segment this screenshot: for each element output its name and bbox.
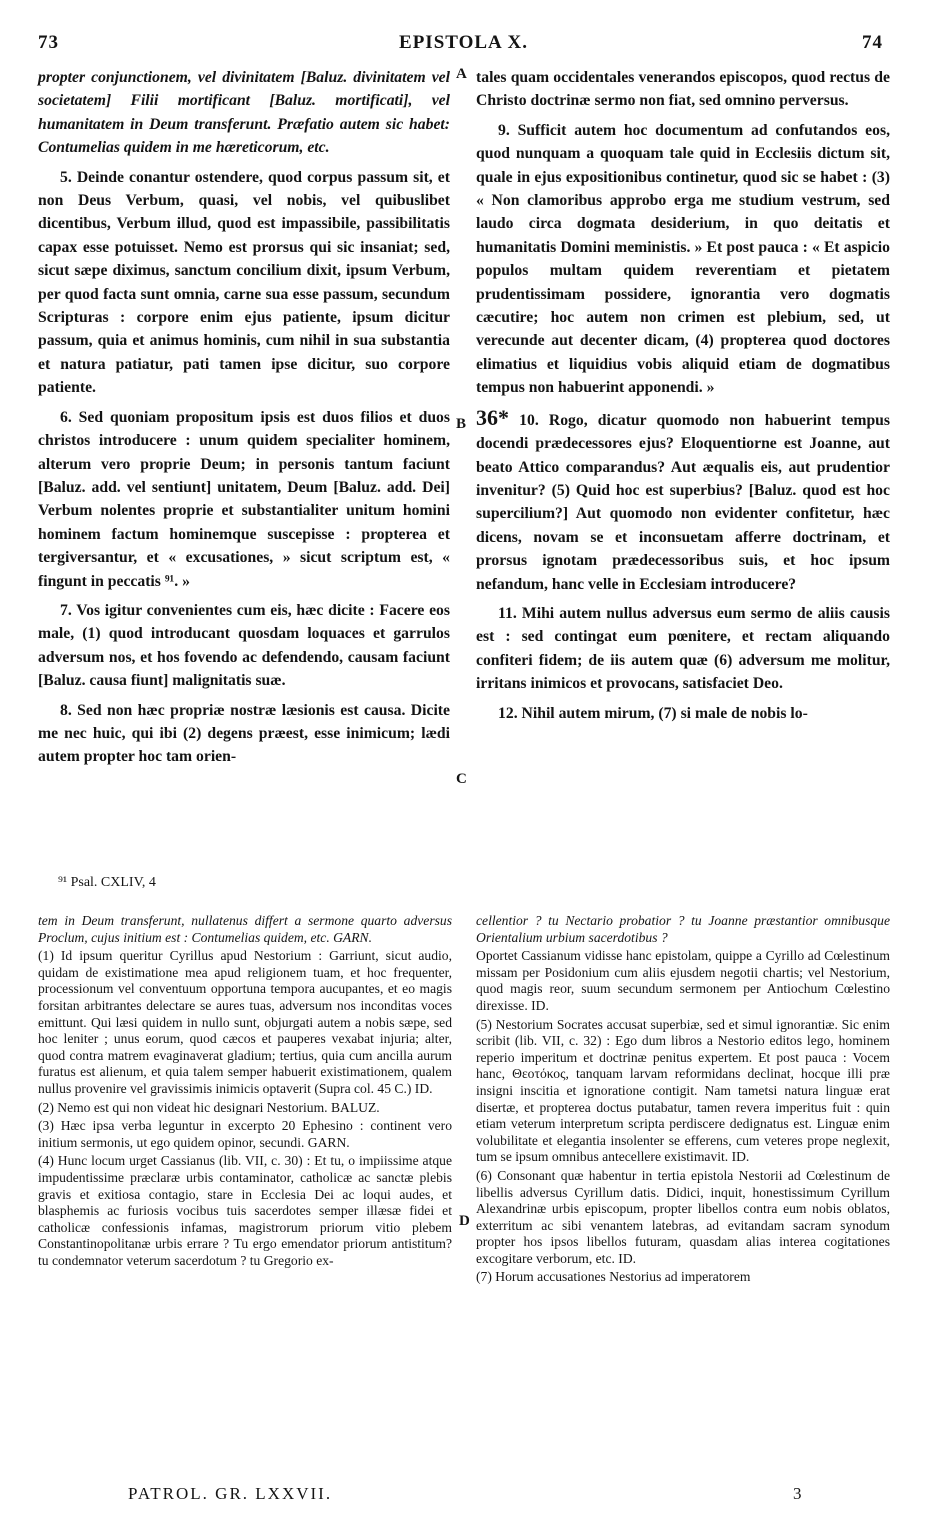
- column-number-marker: 36*: [476, 404, 509, 430]
- margin-letter-d: D: [459, 1213, 470, 1229]
- page-number-right: 74: [862, 32, 883, 53]
- footnote-6: (6) Consonant quæ habentur in tertia epistola Nestorii ad Cœlestinum de libellis adversus Cyrillum datis. Didici, inquit, honestissimum Cyrillum Alexandrinæ urbis episcopum, propter libellos contra eum nobis oblatos, exterritum ac sibi venantem latebras, ad evitandam sacram synodum propter hos ipsos libellos futuram, quasdam alias interea cogitationes excogitare verborum, etc. ID.: [476, 1167, 890, 1266]
- paragraph-7: 7. Vos igitur convenientes cum eis, hæc dicite : Facere eos male, (1) quod introducant quosdam loquaces et garrulos adversum nos, et hos fovendo ac defendendo, causam faciunt [Baluz. causa fiunt] malignitatis suæ.: [38, 601, 450, 690]
- footnote-4-continuation: cellentior ? tu Nectario probatior ? tu Joanne præstantior omnibusque Orientalium urbium sacerdotibus ?: [476, 913, 890, 945]
- paragraph-8: 8. Sed non hæc propriæ nostræ læsionis est causa. Dicite me nec huic, qui ibi (2) degens præest, esse inimicum; lædi autem propter hoc tam orien-: [38, 701, 450, 766]
- margin-letter-a: A: [456, 66, 467, 82]
- paragraph-9: 9. Sufficit autem hoc documentum ad confutandos eos, quod nunquam a quoquam tale quid in Ecclesiis dictum sit, quale in ejus expositionibus continetur, quod sic se habet : (3) « Non clamoribus approbo erga me studium vestrum, sed laudo circa dogmata desiderium, in quo deitatis et humanitatis Domini meministis. » Et post pauca : « Et aspicio populos multam quidem reverentiam et pietatem prudentissimam possidere, ignorantia vero dogmatis cæcutire; hoc autem non crimen est plebium, sed, ut verecunde aut decenter dicam, (4) propterea quod doctores elimatius et liquidius vobis aliquid etiam de dogmatibus tempus non habuerint apponendi. »: [476, 121, 890, 397]
- gathering-number: 3: [793, 1484, 804, 1503]
- left-main-column: [38, 66, 450, 769]
- paragraph-5: 5. Deinde conantur ostendere, quod corpus passum sit, et non Deus Verbum, quasi, vel nobis, vel quibuslibet dicentibus, Verbum illud, quod est impassibile, passibilitatis capax esse potuisset. Nemo est prorsus qui sic insaniat; sed, sicut sæpe diximus, sanctum concilium dixit, ipsum Verbum, per quod facta sunt omnia, carne sua esse passum, secundum Scripturas : corpore enim ejus patiente, ipsum dicitur passum, quia et animus hominis, cum nihil in sua substantia et natura patiatur, pati tamen ipse dicitur, suo corpore patiente.: [38, 168, 450, 397]
- page-number-left: 73: [38, 32, 59, 53]
- margin-letter-c: C: [456, 771, 467, 787]
- scripture-reference: ⁹¹ Psal. CXLIV, 4: [58, 875, 156, 890]
- footnote-7: (7) Horum accusationes Nestorius ad imperatorem: [476, 1269, 751, 1285]
- footnote-continuation: tem in Deum transferunt, nullatenus differt a sermone quarto adversus Proclum, cujus initium est : Contumelias quidem, etc. GARN.: [38, 913, 452, 945]
- margin-letter-b: B: [456, 416, 467, 432]
- right-main-column: [476, 66, 890, 725]
- paragraph-11: 11. Mihi autem nullus adversus eum sermo de aliis causis est : sed contingat eum pœnitere, et rectam aliquando confiteri fidem; de iis autem quæ (6) adversum me molitur, irritans inimicos et provocans, satisfaciet Deo.: [476, 604, 890, 693]
- paragraph-8-end: tales quam occidentales venerandos episcopos, quod rectus de Christo doctrinæ sermo non fiat, sed omnino perversus.: [476, 69, 890, 110]
- footnote-3: (3) Hæc ipsa verba leguntur in excerpto 20 Ephesino : continent vero initium sermonis, ut ego quidem opinor, secundi. GARN.: [38, 1118, 452, 1150]
- footnote-5: (5) Nestorium Socrates accusat superbiæ, sed et simul ignorantiæ. Sic enim scribit (lib. VII, c. 32) : Ego dum libros a Nestorio editos lego, hominem reperio imperitum et doctrinæ penitus expertem. Et post pauca : Vocem hanc, Θεοτόκος, tanquam larvam reformidans declinat, hocque illi præ insigni inscitia et ignoratione contigit. Nam tametsi natura linguæ erat disertæ, et propterea doctus putabatur, tamen revera imperitus fuit : quin etiam veterum interpretum scripta perdiscere dedignatus est. Linguæ enim volubilitate et elegantia insolenter se efferens, cum veteres prope neglexit, tum se ipsum omnibus antecellere existimavit. ID.: [476, 1016, 890, 1165]
- footnotes-right-column: [476, 913, 890, 1286]
- page-title: EPISTOLA X.: [399, 32, 528, 53]
- paragraph-10: [476, 406, 890, 596]
- footnote-1: (1) Id ipsum queritur Cyrillus apud Nestorium : Garriunt, sicut audio, quidam de existimatione mea apud religionem tuam, et hoc frequenter, processionum vel conventuum opportuna tempora aucupantes, et eo magis forsitan arbitrantes delectare se aures tuas, adversum nos inconditas voces emittunt. Qui læsi quidem in nullo sunt, objurgati autem a nobis sæpe, sed hoc leniter ; unus eorum, quod cæcos et pauperes vexabat injuria; alter, quod contra matrem evaginaverat gladium; tertius, quia cum ancilla aurum furatus est alienum, et quia talem semper habuerit existimationem, qualem nullus provenire vel gravissimis inimicis optaverit (Supra col. 45 C.) ID.: [38, 948, 452, 1096]
- paragraph-6: 6. Sed quoniam propositum ipsis est duos filios et duos christos introducere : unum quidem specialiter hominem, alterum vero proprie Deum; in personis tantum faciunt [Baluz. add. vel sentiunt] unitatem, Deum [Baluz. add. Dei] Verbum nolentes proprie et substantialiter unitum homini hominem factum hominemque suscepisse : propterea et tergiversantur, et « excusationes, » sicut scriptum est, « fingunt in peccatis ⁹¹. »: [38, 408, 450, 590]
- footnote-2: (2) Nemo est qui non videat hic designari Nestorium. BALUZ.: [38, 1099, 380, 1115]
- paragraph-4-end: propter conjunctionem, vel divinitatem [Baluz. divinitatem vel societatem] Filii mortificant [Baluz. mortificati], vel humanitatem in Deum transferunt. Præfatio autem sic habet: Contumelias quidem in me hæreticorum, etc.: [38, 69, 450, 157]
- footnote-4: (4) Hunc locum urget Cassianus (lib. VII, c. 30) : Et tu, o impiissime atque impudentissime præclaræ urbis contaminator, catholicæ ac sanctæ plebis gravis et exitiosa contagio, stare in Ecclesia Dei ac loqui audes, et blasphemis ac furiosis vocibus tuis sacerdotes semper illæsæ fidei et catholicæ confessionis infamas, magistrorum priorum vitio plebem Constantinopolitanæ urbis errare ? Tu ergo emendator priorum antistitum? tu condemnator veterum sacerdotum ? tu Gregorio ex-: [38, 1153, 452, 1268]
- footnote-4-comment: Oportet Cassianum vidisse hanc epistolam, quippe a Cyrillo ad Cœlestinum missam per Posidonium cum aliis ejusdem negotii chartis; vel Nestorium, quod magis reor, suum secundum sermonem per Antiochum Cœlestino direxisse. ID.: [476, 948, 890, 1013]
- series-signature: PATROL. GR. LXXVII.: [128, 1484, 333, 1503]
- paragraph-12: 12. Nihil autem mirum, (7) si male de nobis lo-: [498, 704, 808, 722]
- paragraph-10-text: 10. Rogo, dicatur quomodo non habuerint tempus docendi prædecessores ejus? Eloquentiorne est Joanne, aut beato Attico comparandus? Aut æqualis eis, aut prudentior invenitur? (5) Quid hoc est superbius? [Baluz. quod est hoc supercilium?] Aut quomodo non evidenter confitetur, hæc dicens, novam se et inconsuetam afferre doctrinam, et prorsus ignotam prædecessoribus suis, et hoc ipsum nefandum, hanc velle in Ecclesiam introducere?: [476, 411, 890, 593]
- footnotes-left-column: [38, 913, 452, 1269]
